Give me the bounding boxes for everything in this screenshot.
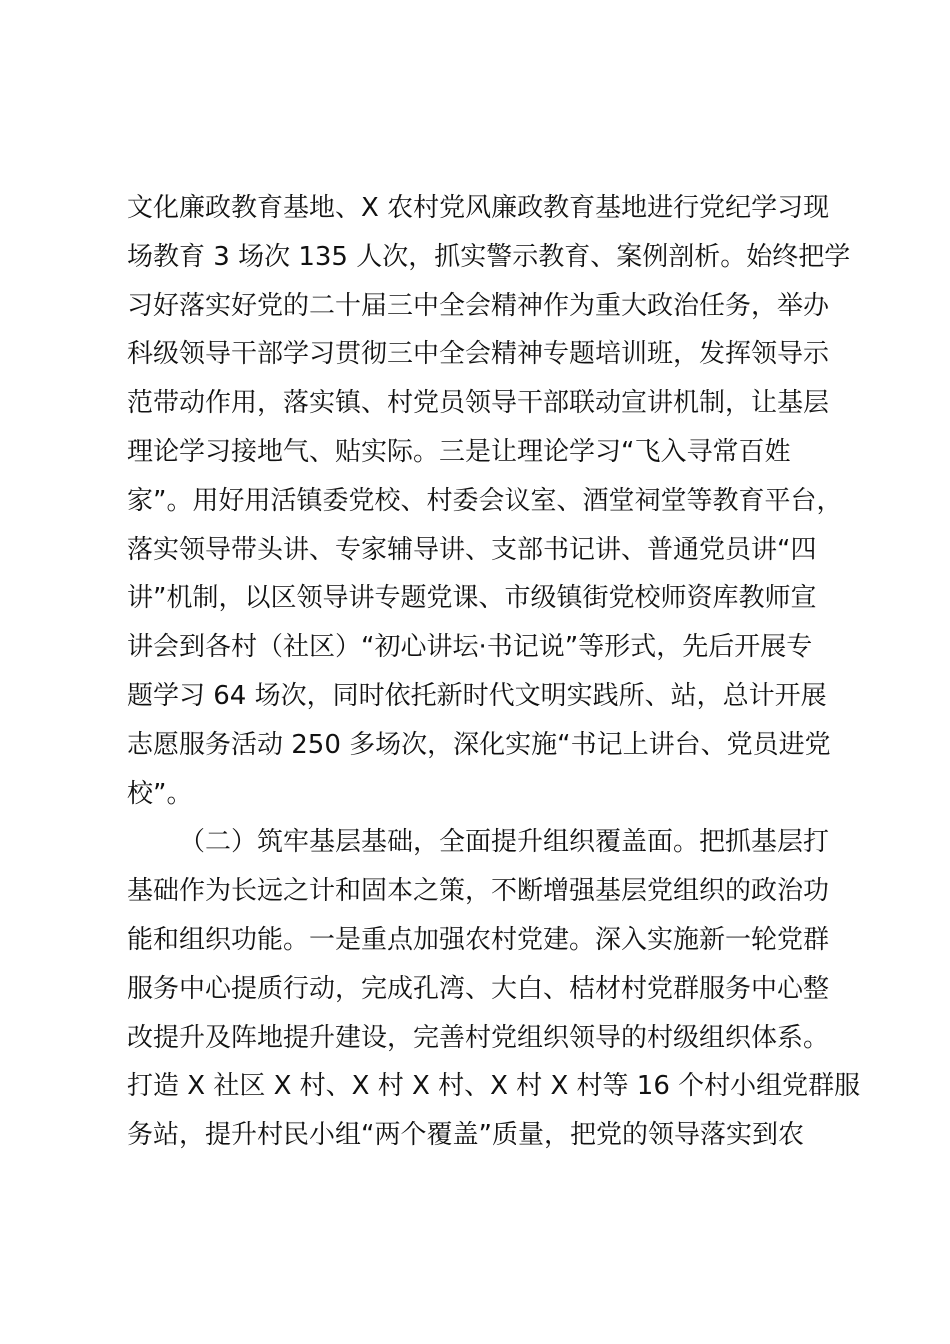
text-line: 文化廉政教育基地、X 农村党风廉政教育基地进行党纪学习现 [127,193,830,223]
text-line: 场教育 3 场次 135 人次，抓实警示教育、案例剖析。始终把学 [127,241,851,272]
text-line: 习好落实好党的二十届三中全会精神作为重大政治任务，举办 [127,290,830,321]
text-line: 校”。 [127,778,193,809]
body-text [127,184,867,1160]
text-line: 范带动作用，落实镇、村党员领导干部联动宣讲机制，让基层 [127,388,830,419]
text-line: 理论学习接地气、贴实际。三是让理论学习“飞入寻常百姓 [127,436,791,467]
text-line: 落实领导带头讲、专家辅导讲、支部书记讲、普通党员讲“四 [127,534,817,565]
text-line: 能和组织功能。一是重点加强农村党建。深入实施新一轮党群 [127,924,830,955]
text-line: 打造 X 社区 X 村、X 村 X 村、X 村 X 村等 16 个村小组党群服 [127,1071,861,1102]
text-line: 题学习 64 场次，同时依托新时代文明实践所、站，总计开展 [127,680,827,711]
text-line: 改提升及阵地提升建设，完善村党组织领导的村级组织体系。 [127,1022,830,1053]
text-line: 务站，提升村民小组“两个覆盖”质量，把党的领导落实到农 [127,1120,804,1151]
text-line: 讲会到各村（社区）“初心讲坛·书记说”等形式，先后开展专 [127,632,813,663]
text-line: 家”。用好用活镇委党校、村委会议室、酒堂祠堂等教育平台， [127,485,843,516]
section-heading-line: （二）筑牢基层基础，全面提升组织覆盖面。把抓基层打 [179,827,830,858]
text-line: 科级领导干部学习贯彻三中全会精神专题培训班，发挥领导示 [127,339,830,370]
text-line: 志愿服务活动 250 多场次，深化实施“书记上讲台、党员进党 [127,729,831,760]
text-line: 讲”机制，以区领导讲专题党课、市级镇街党校师资库教师宣 [127,583,817,614]
text-line: 基础作为长远之计和固本之策，不断增强基层党组织的政治功 [127,876,830,907]
text-line: 服务中心提质行动，完成孔湾、大白、桔材村党群服务中心整 [127,973,830,1004]
